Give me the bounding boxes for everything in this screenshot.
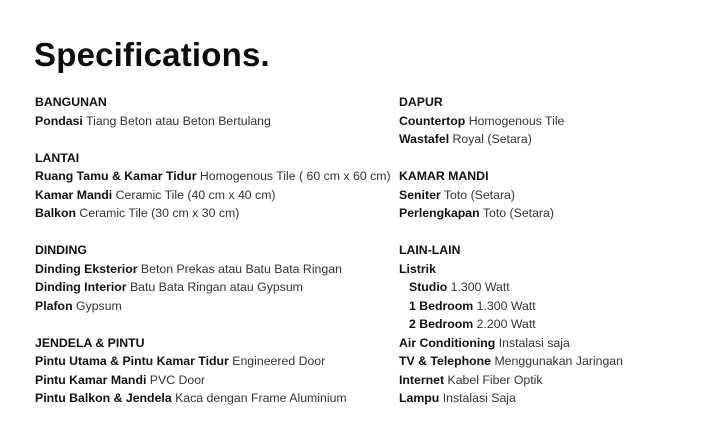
spec-row [35,167,395,186]
spec-key: Internet [399,372,445,387]
spec-key: Ruang Tamu & Kamar Tidur [35,169,197,183]
section-jendela-pintu [35,334,395,408]
spec-value: PVC Door [149,372,206,387]
left-column [35,93,395,426]
spec-value: Menggunakan Jaringan [494,354,623,368]
spec-row [399,352,719,371]
spec-value: Toto (Setara) [482,206,554,220]
spec-value: Batu Bata Ringan atau Gypsum [129,280,303,294]
section-dapur [399,93,719,149]
spec-row [399,260,719,279]
spec-row [35,260,395,279]
spec-value: Instalasi Saja [442,391,516,405]
spec-key: Air Conditioning [399,335,496,350]
spec-key: Studio [409,280,448,294]
spec-value: 1.300 Watt [450,280,510,294]
right-column [399,93,719,426]
spec-row [399,278,719,297]
spec-row [35,204,395,223]
spec-row [35,112,395,131]
spec-key: Perlengkapan [399,206,480,220]
section-heading: DAPUR [399,95,443,109]
section-heading: KAMAR MANDI [399,169,489,183]
spec-value: Homogenous Tile ( 60 cm x 60 cm) [199,169,391,183]
spec-value: Gypsum [76,298,122,313]
spec-value: Tiang Beton atau Beton Bertulang [86,113,271,128]
spec-key: Lampu [399,391,440,405]
section-heading: DINDING [35,243,87,257]
spec-value: Engineered Door [232,354,326,368]
spec-value: Royal (Setara) [452,132,532,146]
spec-value: Toto (Setara) [443,187,515,202]
spec-row [399,297,719,316]
spec-row [399,112,719,131]
spec-key: 2 Bedroom [409,317,474,331]
spec-key: Plafon [35,298,73,313]
spec-value: Kabel Fiber Optik [447,372,543,387]
spec-row [35,371,395,390]
spec-key: Dinding Interior [35,280,127,294]
spec-row [35,389,395,408]
spec-key: Kamar Mandi [35,187,113,202]
section-bangunan [35,93,395,130]
section-lain-lain [399,241,719,408]
spec-row [35,297,395,316]
section-dinding [35,241,395,315]
spec-key: Seniter [399,187,441,202]
section-heading: LANTAI [35,150,80,165]
spec-row [35,186,395,205]
spec-row [399,130,719,149]
spec-value: Homogenous Tile [468,113,565,128]
spec-row [399,389,719,408]
spec-value: Kaca dengan Frame Aluminium [175,391,347,405]
spec-key: Countertop [399,113,466,128]
spec-row [399,315,719,334]
spec-key: TV & Telephone [399,354,492,368]
section-lantai [35,149,395,223]
spec-key: Dinding Eksterior [35,261,138,276]
section-heading: BANGUNAN [35,95,107,109]
spec-row [35,278,395,297]
spec-key: Listrik [399,261,436,276]
spec-key: Pintu Balkon & Jendela [35,391,172,405]
spec-value: Instalasi saja [498,335,570,350]
spec-row [399,204,719,223]
section-kamar-mandi [399,167,719,223]
spec-row [399,186,719,205]
spec-row [399,334,719,353]
spec-key: Pintu Utama & Pintu Kamar Tidur [35,354,229,368]
spec-key: Wastafel [399,132,450,146]
spec-value: Ceramic Tile (30 cm x 30 cm) [79,206,240,220]
spec-value: Beton Prekas atau Batu Bata Ringan [140,261,342,276]
spec-value: 1.300 Watt [476,298,536,313]
section-heading: JENDELA & PINTU [35,335,145,350]
spec-value: 2.200 Watt [476,317,536,331]
spec-row [35,352,395,371]
spec-value: Ceramic Tile (40 cm x 40 cm) [115,187,276,202]
page-title: Specifications. [34,36,270,73]
spec-key: Pintu Kamar Mandi [35,372,147,387]
spec-row [399,371,719,390]
spec-key: Balkon [35,206,76,220]
spec-key: 1 Bedroom [409,298,474,313]
spec-key: Pondasi [35,113,83,128]
section-heading: LAIN-LAIN [399,243,461,257]
